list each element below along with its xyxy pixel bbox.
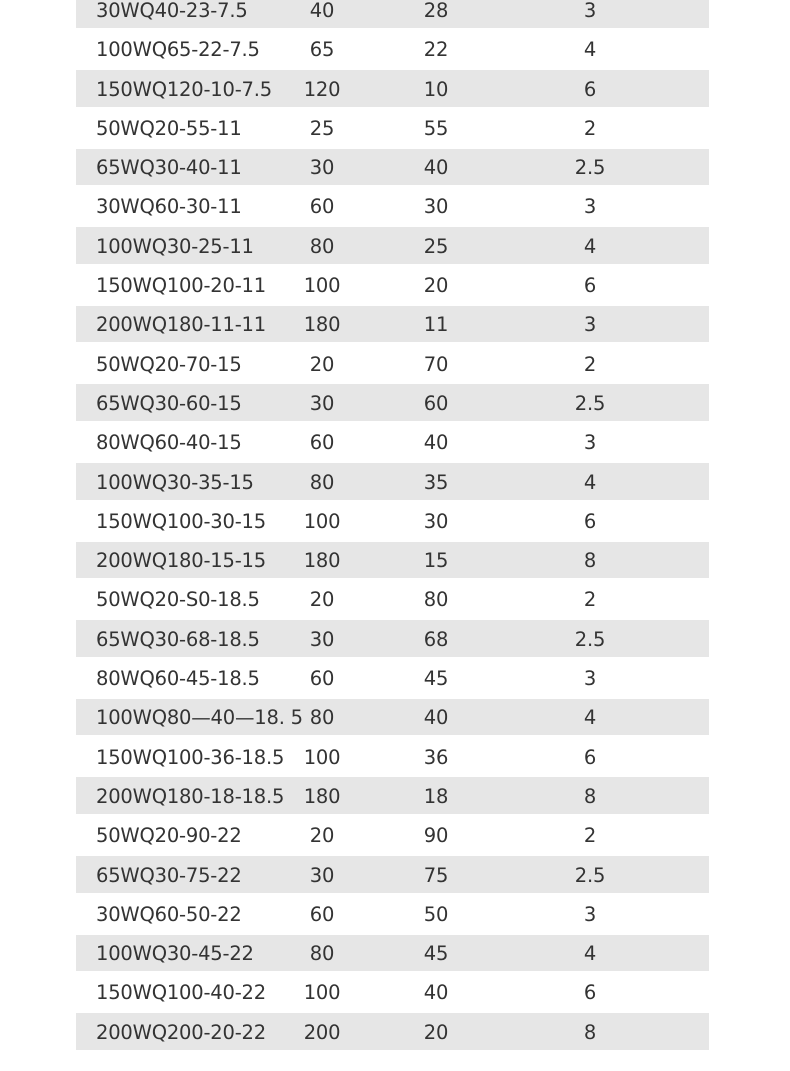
table-row bbox=[76, 619, 709, 658]
head-cell: 11 bbox=[423, 313, 449, 337]
model-cell: 200WQ180-15-15 bbox=[96, 549, 266, 573]
diameter-cell: 2 bbox=[583, 116, 597, 140]
flow-cell: 80 bbox=[309, 706, 335, 730]
head-cell: 10 bbox=[423, 77, 449, 101]
diameter-cell: 2.5 bbox=[574, 863, 606, 887]
flow-cell: 60 bbox=[309, 902, 335, 926]
diameter-cell: 6 bbox=[583, 77, 597, 101]
table-row bbox=[76, 697, 709, 736]
head-cell: 20 bbox=[423, 274, 449, 298]
diameter-cell: 3 bbox=[583, 313, 597, 337]
head-cell: 68 bbox=[423, 627, 449, 651]
diameter-cell: 6 bbox=[583, 274, 597, 298]
table-row bbox=[76, 933, 709, 972]
head-cell: 28 bbox=[423, 0, 449, 22]
flow-cell: 180 bbox=[303, 784, 341, 808]
head-cell: 70 bbox=[423, 352, 449, 376]
flow-cell: 20 bbox=[309, 352, 335, 376]
model-cell: 200WQ180-18-18.5 bbox=[96, 784, 285, 808]
model-cell: 65WQ30-40-11 bbox=[96, 156, 242, 180]
table-row bbox=[76, 29, 709, 68]
head-cell: 18 bbox=[423, 784, 449, 808]
table-row bbox=[76, 147, 709, 186]
model-cell: 100WQ65-22-7.5 bbox=[96, 38, 260, 62]
flow-cell: 120 bbox=[303, 77, 341, 101]
model-cell: 30WQ60-50-22 bbox=[96, 902, 242, 926]
table-row bbox=[76, 658, 709, 697]
model-cell: 50WQ20-S0-18.5 bbox=[96, 588, 260, 612]
head-cell: 60 bbox=[423, 391, 449, 415]
flow-cell: 30 bbox=[309, 863, 335, 887]
flow-cell: 30 bbox=[309, 391, 335, 415]
table-row bbox=[76, 108, 709, 147]
model-cell: 100WQ30-35-15 bbox=[96, 470, 254, 494]
flow-cell: 60 bbox=[309, 195, 335, 219]
diameter-cell: 3 bbox=[583, 431, 597, 455]
head-cell: 30 bbox=[423, 509, 449, 533]
diameter-cell: 2 bbox=[583, 588, 597, 612]
diameter-cell: 6 bbox=[583, 981, 597, 1005]
flow-cell: 30 bbox=[309, 627, 335, 651]
flow-cell: 20 bbox=[309, 824, 335, 848]
flow-cell: 30 bbox=[309, 156, 335, 180]
flow-cell: 200 bbox=[303, 1020, 341, 1044]
diameter-cell: 4 bbox=[583, 234, 597, 258]
head-cell: 75 bbox=[423, 863, 449, 887]
diameter-cell: 6 bbox=[583, 745, 597, 769]
diameter-cell: 4 bbox=[583, 942, 597, 966]
table-row bbox=[76, 737, 709, 776]
diameter-cell: 2.5 bbox=[574, 156, 606, 180]
table-row bbox=[76, 344, 709, 383]
diameter-cell: 3 bbox=[583, 667, 597, 691]
table-row bbox=[76, 1012, 709, 1051]
model-cell: 200WQ200-20-22 bbox=[96, 1020, 266, 1044]
head-cell: 55 bbox=[423, 116, 449, 140]
head-cell: 40 bbox=[423, 156, 449, 180]
diameter-cell: 8 bbox=[583, 549, 597, 573]
table-row bbox=[76, 540, 709, 579]
diameter-cell: 2 bbox=[583, 824, 597, 848]
flow-cell: 180 bbox=[303, 549, 341, 573]
flow-cell: 65 bbox=[309, 38, 335, 62]
model-cell: 100WQ80—40—18. 5 bbox=[96, 706, 303, 730]
diameter-cell: 3 bbox=[583, 902, 597, 926]
table-row bbox=[76, 186, 709, 225]
table-row bbox=[76, 776, 709, 815]
model-cell: 50WQ20-90-22 bbox=[96, 824, 242, 848]
head-cell: 35 bbox=[423, 470, 449, 494]
model-cell: 150WQ100-40-22 bbox=[96, 981, 266, 1005]
head-cell: 25 bbox=[423, 234, 449, 258]
diameter-cell: 8 bbox=[583, 784, 597, 808]
head-cell: 15 bbox=[423, 549, 449, 573]
diameter-cell: 2 bbox=[583, 352, 597, 376]
model-cell: 30WQ60-30-11 bbox=[96, 195, 242, 219]
flow-cell: 80 bbox=[309, 234, 335, 258]
table-row bbox=[76, 855, 709, 894]
table-row bbox=[76, 815, 709, 854]
model-cell: 150WQ120-10-7.5 bbox=[96, 77, 272, 101]
head-cell: 80 bbox=[423, 588, 449, 612]
model-cell: 30WQ40-23-7.5 bbox=[96, 0, 248, 22]
model-cell: 100WQ30-25-11 bbox=[96, 234, 254, 258]
head-cell: 40 bbox=[423, 981, 449, 1005]
head-cell: 90 bbox=[423, 824, 449, 848]
flow-cell: 180 bbox=[303, 313, 341, 337]
head-cell: 50 bbox=[423, 902, 449, 926]
table-row bbox=[76, 501, 709, 540]
model-cell: 65WQ30-68-18.5 bbox=[96, 627, 260, 651]
model-cell: 50WQ20-70-15 bbox=[96, 352, 242, 376]
pump-spec-table bbox=[76, 0, 709, 1051]
head-cell: 45 bbox=[423, 667, 449, 691]
flow-cell: 60 bbox=[309, 667, 335, 691]
model-cell: 150WQ100-20-11 bbox=[96, 274, 266, 298]
flow-cell: 100 bbox=[303, 274, 341, 298]
flow-cell: 80 bbox=[309, 470, 335, 494]
model-cell: 65WQ30-75-22 bbox=[96, 863, 242, 887]
head-cell: 40 bbox=[423, 431, 449, 455]
model-cell: 50WQ20-55-11 bbox=[96, 116, 242, 140]
flow-cell: 100 bbox=[303, 509, 341, 533]
table-row bbox=[76, 0, 709, 29]
flow-cell: 25 bbox=[309, 116, 335, 140]
head-cell: 40 bbox=[423, 706, 449, 730]
flow-cell: 40 bbox=[309, 0, 335, 22]
table-row bbox=[76, 304, 709, 343]
table-row bbox=[76, 422, 709, 461]
diameter-cell: 3 bbox=[583, 0, 597, 22]
head-cell: 22 bbox=[423, 38, 449, 62]
diameter-cell: 2.5 bbox=[574, 627, 606, 651]
table-row bbox=[76, 265, 709, 304]
model-cell: 80WQ60-40-15 bbox=[96, 431, 242, 455]
head-cell: 36 bbox=[423, 745, 449, 769]
flow-cell: 60 bbox=[309, 431, 335, 455]
model-cell: 65WQ30-60-15 bbox=[96, 391, 242, 415]
model-cell: 100WQ30-45-22 bbox=[96, 942, 254, 966]
model-cell: 150WQ100-36-18.5 bbox=[96, 745, 285, 769]
table-row bbox=[76, 972, 709, 1011]
diameter-cell: 4 bbox=[583, 706, 597, 730]
flow-cell: 80 bbox=[309, 942, 335, 966]
table-row bbox=[76, 69, 709, 108]
flow-cell: 100 bbox=[303, 981, 341, 1005]
model-cell: 200WQ180-11-11 bbox=[96, 313, 266, 337]
table-row bbox=[76, 462, 709, 501]
table-row bbox=[76, 894, 709, 933]
diameter-cell: 4 bbox=[583, 470, 597, 494]
diameter-cell: 6 bbox=[583, 509, 597, 533]
table-row bbox=[76, 226, 709, 265]
flow-cell: 100 bbox=[303, 745, 341, 769]
model-cell: 80WQ60-45-18.5 bbox=[96, 667, 260, 691]
diameter-cell: 4 bbox=[583, 38, 597, 62]
table-row bbox=[76, 579, 709, 618]
model-cell: 150WQ100-30-15 bbox=[96, 509, 266, 533]
diameter-cell: 8 bbox=[583, 1020, 597, 1044]
head-cell: 20 bbox=[423, 1020, 449, 1044]
head-cell: 45 bbox=[423, 942, 449, 966]
table-row bbox=[76, 383, 709, 422]
flow-cell: 20 bbox=[309, 588, 335, 612]
diameter-cell: 3 bbox=[583, 195, 597, 219]
diameter-cell: 2.5 bbox=[574, 391, 606, 415]
head-cell: 30 bbox=[423, 195, 449, 219]
